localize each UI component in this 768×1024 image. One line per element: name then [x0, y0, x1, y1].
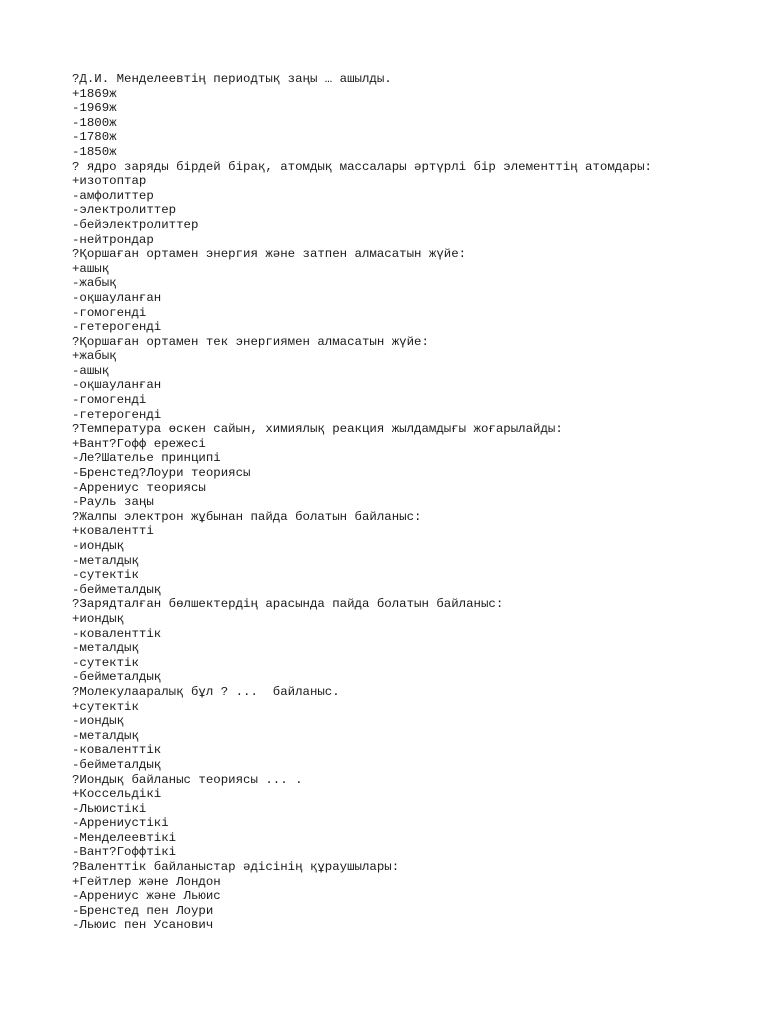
answer-option: -Бренстед?Лоури теориясы [72, 466, 251, 481]
answer-option: -сутектік [72, 655, 139, 670]
correct-answer: +изотоптар [72, 174, 147, 189]
answer-option: -1850ж [72, 144, 117, 159]
answer-option: -бейметалдық [72, 670, 162, 685]
answer-option: -сутектік [72, 568, 139, 583]
answer-option: -иондық [72, 714, 125, 729]
answer-option: -1800ж [72, 115, 117, 130]
correct-answer: +Гейтлер және Лондон [72, 874, 221, 889]
answer-option: -нейтрондар [72, 232, 154, 247]
answer-option: -Льюистікі [72, 801, 147, 816]
question-line: ?Температура өскен сайын, химиялық реакция жылдамдығы жоғарылайды: [72, 422, 563, 437]
answer-option: -бейметалдық [72, 757, 162, 772]
answer-option: -амфолиттер [72, 188, 154, 203]
answer-option: -электролиттер [72, 203, 177, 218]
answer-option: -бейэлектролиттер [72, 217, 199, 232]
text-body [72, 72, 768, 933]
question-line: ?Зарядталған бөлшектердің арасында пайда болатын байланыс: [72, 597, 504, 612]
question-line: ?Молекулааралық бұл ? ... байланыс. [72, 684, 340, 699]
answer-option: -Аррениус теориясы [72, 480, 206, 495]
answer-option: -гомогенді [72, 393, 147, 408]
correct-answer: +Вант?Гофф ережесі [72, 436, 206, 451]
question-line: ?Жалпы электрон жұбынан пайда болатын байланыс: [72, 509, 422, 524]
question-line: ? ядро заряды бірдей бірақ, атомдық массалары әртүрлі бір элементтің атомдары: [72, 159, 652, 174]
answer-option: -Аррениус және Льюис [72, 889, 221, 904]
question-line: ?Валенттік байланыстар әдісінің құраушылары: [72, 860, 400, 875]
question-line: ?Қоршаған ортамен тек энергиямен алмасатын жүйе: [72, 334, 429, 349]
correct-answer: +жабық [72, 349, 117, 364]
answer-option: -Рауль заңы [72, 495, 154, 510]
answer-option: -Аррениустікі [72, 816, 169, 831]
answer-option: -бейметалдық [72, 582, 162, 597]
question-line: ?Қоршаған ортамен энергия және затпен алмасатын жүйе: [72, 247, 467, 262]
correct-answer: +сутектік [72, 699, 139, 714]
question-line: ?Д.И. Менделеевтің периодтық заңы … ашылды. [72, 72, 392, 86]
answer-option: -1969ж [72, 101, 117, 116]
answer-option: -оқшауланған [72, 290, 162, 305]
answer-option: -оқшауланған [72, 378, 162, 393]
correct-answer: +ковалентті [72, 524, 154, 539]
answer-option: -Льюис пен Усанович [72, 918, 214, 933]
correct-answer: +1869ж [72, 86, 117, 101]
correct-answer: +иондық [72, 611, 125, 626]
answer-option: -металдық [72, 553, 139, 568]
answer-option: -гомогенді [72, 305, 147, 320]
answer-option: -гетерогенді [72, 407, 162, 422]
correct-answer: +Коссельдікі [72, 787, 162, 802]
answer-option: -1780ж [72, 130, 117, 145]
answer-option: -металдық [72, 641, 139, 656]
answer-option: -иондық [72, 539, 125, 553]
answer-option: -коваленттік [72, 626, 162, 641]
answer-option: -металдық [72, 728, 139, 743]
answer-option: -Вант?Гоффтікі [72, 845, 177, 860]
answer-option: -Ле?Шателье принципі [72, 451, 221, 466]
correct-answer: +ашық [72, 261, 110, 276]
question-line: ?Иондық байланыс теориясы ... . [72, 772, 303, 787]
answer-option: -жабық [72, 276, 117, 291]
answer-option: -Менделеевтікі [72, 830, 177, 845]
answer-option: -гетерогенді [72, 320, 162, 335]
answer-option: -Бренстед пен Лоури [72, 903, 214, 918]
answer-option: -ашық [72, 363, 110, 378]
answer-option: -коваленттік [72, 743, 162, 758]
